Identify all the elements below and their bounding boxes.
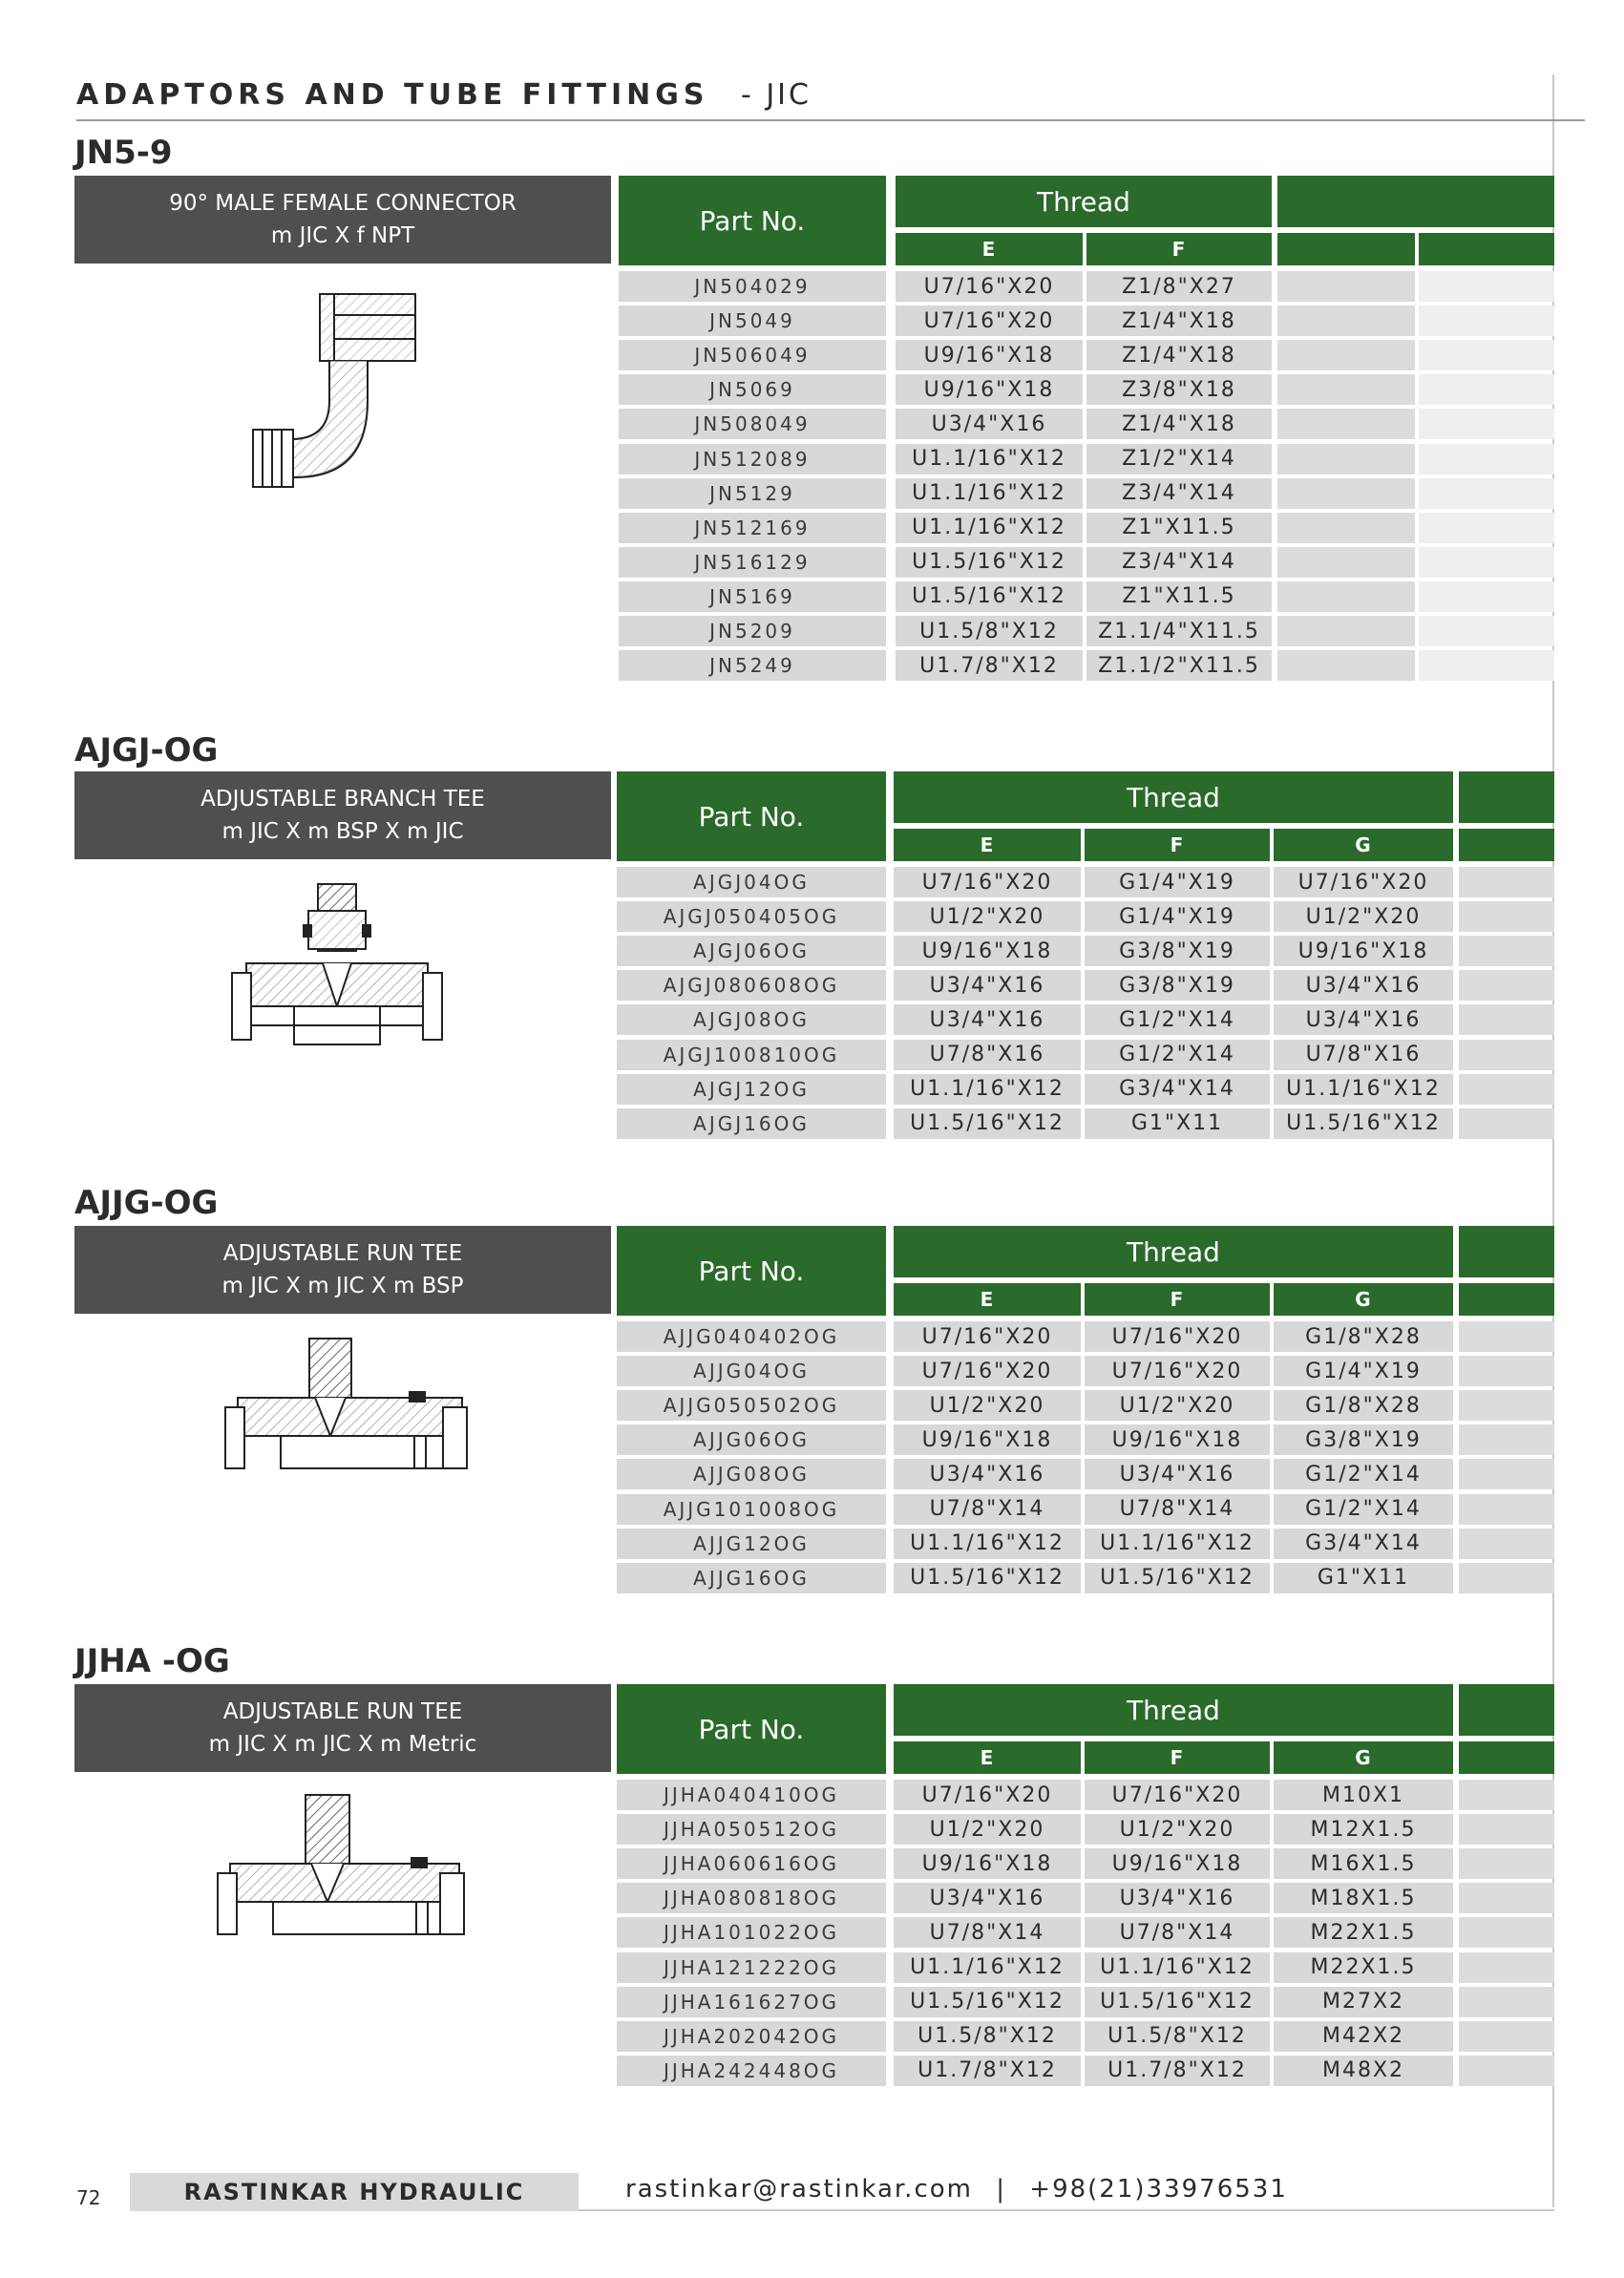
col-g-header: G: [1274, 829, 1453, 861]
thread-e-cell: U1.5/16"X12: [896, 547, 1083, 578]
thread-e-cell: U1.5/16"X12: [894, 1108, 1081, 1139]
part-no-cell: AJJG08OG: [617, 1459, 886, 1489]
thread-e-cell: U3/4"X16: [896, 409, 1083, 439]
thread-f-cell: U7/8"X14: [1085, 1917, 1270, 1948]
thread-g-cell: U1.5/16"X12: [1274, 1108, 1453, 1139]
thread-f-cell: Z1/8"X27: [1086, 271, 1272, 302]
thread-e-cell: U9/16"X18: [896, 374, 1083, 405]
section-description: [74, 771, 611, 859]
part-no-cell: JN516129: [619, 547, 886, 578]
thread-f-cell: U1.5/8"X12: [1085, 2021, 1270, 2052]
thread-g-cell: G1/8"X28: [1274, 1321, 1453, 1352]
empty-cell: [1419, 616, 1554, 646]
thread-e-cell: U9/16"X18: [894, 936, 1081, 966]
empty-cell: [1277, 374, 1415, 405]
empty-cell: [1459, 1917, 1554, 1948]
thread-g-cell: M22X1.5: [1274, 1952, 1453, 1983]
thread-f-cell: G3/8"X19: [1085, 970, 1270, 1001]
empty-cell: [1277, 581, 1415, 612]
thread-header: Thread: [896, 176, 1272, 227]
thread-e-cell: U3/4"X16: [894, 970, 1081, 1001]
empty-cell: [1459, 2021, 1554, 2052]
thread-g-cell: M16X1.5: [1274, 1848, 1453, 1879]
thread-e-cell: U1.7/8"X12: [896, 650, 1083, 681]
thread-g-cell: M48X2: [1274, 2056, 1453, 2086]
description-line-2: m JIC X m JIC X m Metric: [208, 1732, 477, 1757]
empty-cell: [1277, 616, 1415, 646]
description-line-2: m JIC X m JIC X m BSP: [221, 1274, 464, 1298]
thread-e-cell: U7/16"X20: [896, 271, 1083, 302]
empty-cell: [1419, 650, 1554, 681]
empty-cell: [1277, 340, 1415, 370]
branch-tee-drawing: [227, 882, 447, 1064]
thread-g-cell: U1/2"X20: [1274, 901, 1453, 932]
empty-cell: [1459, 1952, 1554, 1983]
extra-col-header: [1459, 1741, 1554, 1774]
empty-cell: [1459, 1529, 1554, 1559]
thread-f-cell: U3/4"X16: [1085, 1883, 1270, 1913]
thread-f-cell: G1/2"X14: [1085, 1040, 1270, 1070]
part-no-cell: JN5049: [619, 306, 886, 336]
part-no-cell: AJJG050502OG: [617, 1390, 886, 1421]
thread-g-cell: M22X1.5: [1274, 1917, 1453, 1948]
empty-cell: [1277, 650, 1415, 681]
thread-f-cell: U1/2"X20: [1085, 1814, 1270, 1845]
thread-e-cell: U1.5/16"X12: [894, 1987, 1081, 2017]
part-no-cell: AJGJ050405OG: [617, 901, 886, 932]
empty-cell: [1419, 547, 1554, 578]
part-no-cell: AJGJ100810OG: [617, 1040, 886, 1070]
thread-f-cell: G1/2"X14: [1085, 1004, 1270, 1035]
part-no-header: Part No.: [617, 771, 886, 861]
thread-f-cell: Z1/2"X14: [1086, 444, 1272, 475]
thread-f-cell: Z3/4"X14: [1086, 547, 1272, 578]
thread-f-cell: Z3/4"X14: [1086, 478, 1272, 509]
empty-cell: [1419, 340, 1554, 370]
empty-cell: [1459, 1321, 1554, 1352]
thread-e-cell: U9/16"X18: [894, 1424, 1081, 1455]
empty-cell: [1459, 1563, 1554, 1593]
extra-col-header: [1459, 829, 1554, 861]
section-code: JN5-9: [74, 134, 173, 172]
thread-e-cell: U1/2"X20: [894, 901, 1081, 932]
part-no-cell: AJGJ08OG: [617, 1004, 886, 1035]
part-no-cell: JN506049: [619, 340, 886, 370]
empty-cell: [1419, 271, 1554, 302]
empty-cell: [1459, 1987, 1554, 2017]
thread-header: Thread: [894, 1684, 1453, 1736]
part-no-cell: JN5249: [619, 650, 886, 681]
empty-cell: [1277, 271, 1415, 302]
part-no-cell: JJHA121222OG: [617, 1952, 886, 1983]
thread-g-cell: G1/8"X28: [1274, 1390, 1453, 1421]
thread-f-cell: Z1.1/4"X11.5: [1086, 616, 1272, 646]
thread-f-cell: U7/16"X20: [1085, 1321, 1270, 1352]
extra-header: [1459, 771, 1554, 823]
part-no-cell: AJJG040402OG: [617, 1321, 886, 1352]
thread-f-cell: U1.5/16"X12: [1085, 1563, 1270, 1593]
part-no-cell: AJGJ12OG: [617, 1074, 886, 1105]
thread-header: Thread: [894, 771, 1453, 823]
empty-cell: [1459, 936, 1554, 966]
thread-f-cell: U7/16"X20: [1085, 1780, 1270, 1810]
empty-cell: [1419, 513, 1554, 543]
col-e-header: E: [894, 1283, 1081, 1316]
thread-f-cell: U1/2"X20: [1085, 1390, 1270, 1421]
col-e-header: E: [896, 233, 1083, 265]
thread-e-cell: U3/4"X16: [894, 1883, 1081, 1913]
thread-g-cell: M12X1.5: [1274, 1814, 1453, 1845]
thread-g-cell: U3/4"X16: [1274, 1004, 1453, 1035]
col-f-header: F: [1085, 829, 1270, 861]
empty-cell: [1459, 1848, 1554, 1879]
part-no-cell: AJJG04OG: [617, 1356, 886, 1386]
thread-f-cell: U7/8"X14: [1085, 1494, 1270, 1525]
part-no-cell: AJGJ16OG: [617, 1108, 886, 1139]
part-no-header: Part No.: [619, 176, 886, 265]
part-no-cell: JN512169: [619, 513, 886, 543]
thread-f-cell: U1.5/16"X12: [1085, 1987, 1270, 2017]
col-f-header: F: [1085, 1741, 1270, 1774]
thread-e-cell: U1.7/8"X12: [894, 2056, 1081, 2086]
col-e-header: E: [894, 1741, 1081, 1774]
empty-cell: [1277, 444, 1415, 475]
description-line-1: ADJUSTABLE BRANCH TEE: [200, 787, 485, 812]
empty-cell: [1419, 444, 1554, 475]
extra-header: [1277, 176, 1554, 227]
thread-e-cell: U1.1/16"X12: [896, 513, 1083, 543]
extra-header: [1459, 1684, 1554, 1736]
part-no-cell: JN512089: [619, 444, 886, 475]
part-no-cell: JJHA161627OG: [617, 1987, 886, 2017]
thread-e-cell: U1/2"X20: [894, 1814, 1081, 1845]
thread-e-cell: U3/4"X16: [894, 1459, 1081, 1489]
part-no-cell: JN5129: [619, 478, 886, 509]
page-title-main: ADAPTORS AND TUBE FITTINGS: [76, 78, 709, 112]
thread-e-cell: U7/16"X20: [894, 1356, 1081, 1386]
section-code: AJJG-OG: [74, 1184, 219, 1222]
header-divider: [76, 119, 1585, 121]
thread-f-cell: Z3/8"X18: [1086, 374, 1272, 405]
thread-g-cell: U7/8"X16: [1274, 1040, 1453, 1070]
phone-number[interactable]: +98(21)33976531: [1029, 2175, 1288, 2204]
thread-g-cell: U9/16"X18: [1274, 936, 1453, 966]
section-code: JJHA -OG: [74, 1642, 230, 1680]
thread-f-cell: G1"X11: [1085, 1108, 1270, 1139]
empty-cell: [1459, 1494, 1554, 1525]
thread-g-cell: G3/4"X14: [1274, 1529, 1453, 1559]
thread-f-cell: G3/8"X19: [1085, 936, 1270, 966]
part-no-cell: JJHA050512OG: [617, 1814, 886, 1845]
thread-f-cell: U9/16"X18: [1085, 1424, 1270, 1455]
description-line-1: ADJUSTABLE RUN TEE: [222, 1699, 463, 1724]
part-no-cell: AJJG101008OG: [617, 1494, 886, 1525]
empty-cell: [1459, 1424, 1554, 1455]
col-g-header: G: [1274, 1283, 1453, 1316]
part-no-cell: JJHA080818OG: [617, 1883, 886, 1913]
extra-col-header-1: [1277, 233, 1415, 265]
part-no-cell: JN504029: [619, 271, 886, 302]
thread-f-cell: U3/4"X16: [1085, 1459, 1270, 1489]
thread-e-cell: U9/16"X18: [896, 340, 1083, 370]
company-name: RASTINKAR HYDRAULIC: [130, 2173, 579, 2211]
section-description: [74, 1226, 611, 1314]
empty-cell: [1419, 409, 1554, 439]
thread-e-cell: U1.1/16"X12: [894, 1529, 1081, 1559]
thread-f-cell: U1.1/16"X12: [1085, 1952, 1270, 1983]
col-g-header: G: [1274, 1741, 1453, 1774]
elbow-fitting-drawing: [239, 286, 439, 496]
thread-f-cell: U1.7/8"X12: [1085, 2056, 1270, 2086]
part-no-cell: AJJG06OG: [617, 1424, 886, 1455]
empty-cell: [1459, 1780, 1554, 1810]
section-code: AJGJ-OG: [74, 731, 219, 770]
empty-cell: [1277, 478, 1415, 509]
page-title: [76, 78, 812, 112]
thread-e-cell: U7/8"X14: [894, 1917, 1081, 1948]
empty-cell: [1419, 306, 1554, 336]
run-tee-metric-drawing: [216, 1793, 474, 1946]
page-title-sub: - JIC: [740, 78, 812, 112]
thread-f-cell: Z1"X11.5: [1086, 581, 1272, 612]
section-description: [74, 176, 611, 264]
empty-cell: [1459, 1390, 1554, 1421]
thread-f-cell: Z1/4"X18: [1086, 340, 1272, 370]
thread-e-cell: U1.1/16"X12: [896, 444, 1083, 475]
empty-cell: [1459, 1004, 1554, 1035]
empty-cell: [1419, 478, 1554, 509]
thread-e-cell: U1.5/8"X12: [894, 2021, 1081, 2052]
thread-g-cell: M10X1: [1274, 1780, 1453, 1810]
thread-e-cell: U1.1/16"X12: [896, 478, 1083, 509]
empty-cell: [1459, 1040, 1554, 1070]
thread-e-cell: U7/8"X14: [894, 1494, 1081, 1525]
thread-g-cell: G1"X11: [1274, 1563, 1453, 1593]
thread-e-cell: U1.5/8"X12: [896, 616, 1083, 646]
part-no-cell: JN5209: [619, 616, 886, 646]
run-tee-bsp-drawing: [223, 1337, 472, 1480]
part-no-cell: AJJG16OG: [617, 1563, 886, 1593]
part-no-cell: JN508049: [619, 409, 886, 439]
thread-f-cell: U7/16"X20: [1085, 1356, 1270, 1386]
thread-g-cell: U7/16"X20: [1274, 867, 1453, 897]
empty-cell: [1277, 409, 1415, 439]
empty-cell: [1459, 2056, 1554, 2086]
thread-e-cell: U7/16"X20: [894, 1780, 1081, 1810]
thread-f-cell: G1/4"X19: [1085, 867, 1270, 897]
part-no-cell: JJHA101022OG: [617, 1917, 886, 1948]
thread-g-cell: M42X2: [1274, 2021, 1453, 2052]
empty-cell: [1459, 970, 1554, 1001]
part-no-header: Part No.: [617, 1684, 886, 1774]
empty-cell: [1459, 1108, 1554, 1139]
thread-f-cell: U9/16"X18: [1085, 1848, 1270, 1879]
thread-g-cell: M18X1.5: [1274, 1883, 1453, 1913]
extra-col-header-2: [1419, 233, 1554, 265]
thread-e-cell: U7/16"X20: [894, 1321, 1081, 1352]
part-no-cell: AJGJ06OG: [617, 936, 886, 966]
extra-col-header: [1459, 1283, 1554, 1316]
empty-cell: [1459, 867, 1554, 897]
thread-e-cell: U9/16"X18: [894, 1848, 1081, 1879]
description-line-1: ADJUSTABLE RUN TEE: [222, 1241, 463, 1266]
description-line-2: m JIC X f NPT: [270, 223, 415, 248]
thread-g-cell: G1/4"X19: [1274, 1356, 1453, 1386]
page-number: 72: [76, 2186, 101, 2209]
part-no-cell: JJHA060616OG: [617, 1848, 886, 1879]
empty-cell: [1459, 1356, 1554, 1386]
part-no-cell: JJHA040410OG: [617, 1780, 886, 1810]
thread-g-cell: U1.1/16"X12: [1274, 1074, 1453, 1105]
empty-cell: [1277, 306, 1415, 336]
contact-info: [625, 2175, 1288, 2204]
thread-f-cell: U1.1/16"X12: [1085, 1529, 1270, 1559]
part-no-cell: AJGJ04OG: [617, 867, 886, 897]
section-description: [74, 1684, 611, 1772]
part-no-cell: JJHA242448OG: [617, 2056, 886, 2086]
thread-e-cell: U7/16"X20: [894, 867, 1081, 897]
empty-cell: [1419, 374, 1554, 405]
thread-e-cell: U1.1/16"X12: [894, 1952, 1081, 1983]
empty-cell: [1459, 1814, 1554, 1845]
part-no-cell: JJHA202042OG: [617, 2021, 886, 2052]
thread-e-cell: U7/8"X16: [894, 1040, 1081, 1070]
description-line-2: m JIC X m BSP X m JIC: [221, 819, 464, 844]
description-line-1: 90° MALE FEMALE CONNECTOR: [169, 191, 517, 216]
extra-header: [1459, 1226, 1554, 1277]
thread-f-cell: G1/4"X19: [1085, 901, 1270, 932]
thread-e-cell: U1/2"X20: [894, 1390, 1081, 1421]
empty-cell: [1459, 1074, 1554, 1105]
part-no-header: Part No.: [617, 1226, 886, 1316]
col-e-header: E: [894, 829, 1081, 861]
thread-g-cell: G1/2"X14: [1274, 1494, 1453, 1525]
thread-g-cell: G1/2"X14: [1274, 1459, 1453, 1489]
part-no-cell: JN5169: [619, 581, 886, 612]
part-no-cell: JN5069: [619, 374, 886, 405]
thread-g-cell: M27X2: [1274, 1987, 1453, 2017]
empty-cell: [1419, 581, 1554, 612]
empty-cell: [1459, 1459, 1554, 1489]
thread-f-cell: Z1/4"X18: [1086, 306, 1272, 336]
thread-f-cell: Z1"X11.5: [1086, 513, 1272, 543]
thread-g-cell: G3/8"X19: [1274, 1424, 1453, 1455]
col-f-header: F: [1086, 233, 1272, 265]
thread-header: Thread: [894, 1226, 1453, 1277]
empty-cell: [1459, 1883, 1554, 1913]
thread-g-cell: U3/4"X16: [1274, 970, 1453, 1001]
col-f-header: F: [1085, 1283, 1270, 1316]
empty-cell: [1459, 901, 1554, 932]
thread-f-cell: Z1.1/2"X11.5: [1086, 650, 1272, 681]
thread-e-cell: U7/16"X20: [896, 306, 1083, 336]
footer-divider: [579, 2209, 1554, 2211]
contact-separator: |: [996, 2175, 1007, 2204]
thread-f-cell: Z1/4"X18: [1086, 409, 1272, 439]
part-no-cell: AJJG12OG: [617, 1529, 886, 1559]
email-link[interactable]: rastinkar@rastinkar.com: [625, 2175, 973, 2204]
empty-cell: [1277, 547, 1415, 578]
thread-e-cell: U3/4"X16: [894, 1004, 1081, 1035]
part-no-cell: AJGJ080608OG: [617, 970, 886, 1001]
thread-e-cell: U1.5/16"X12: [896, 581, 1083, 612]
thread-f-cell: G3/4"X14: [1085, 1074, 1270, 1105]
thread-e-cell: U1.5/16"X12: [894, 1563, 1081, 1593]
thread-e-cell: U1.1/16"X12: [894, 1074, 1081, 1105]
empty-cell: [1277, 513, 1415, 543]
